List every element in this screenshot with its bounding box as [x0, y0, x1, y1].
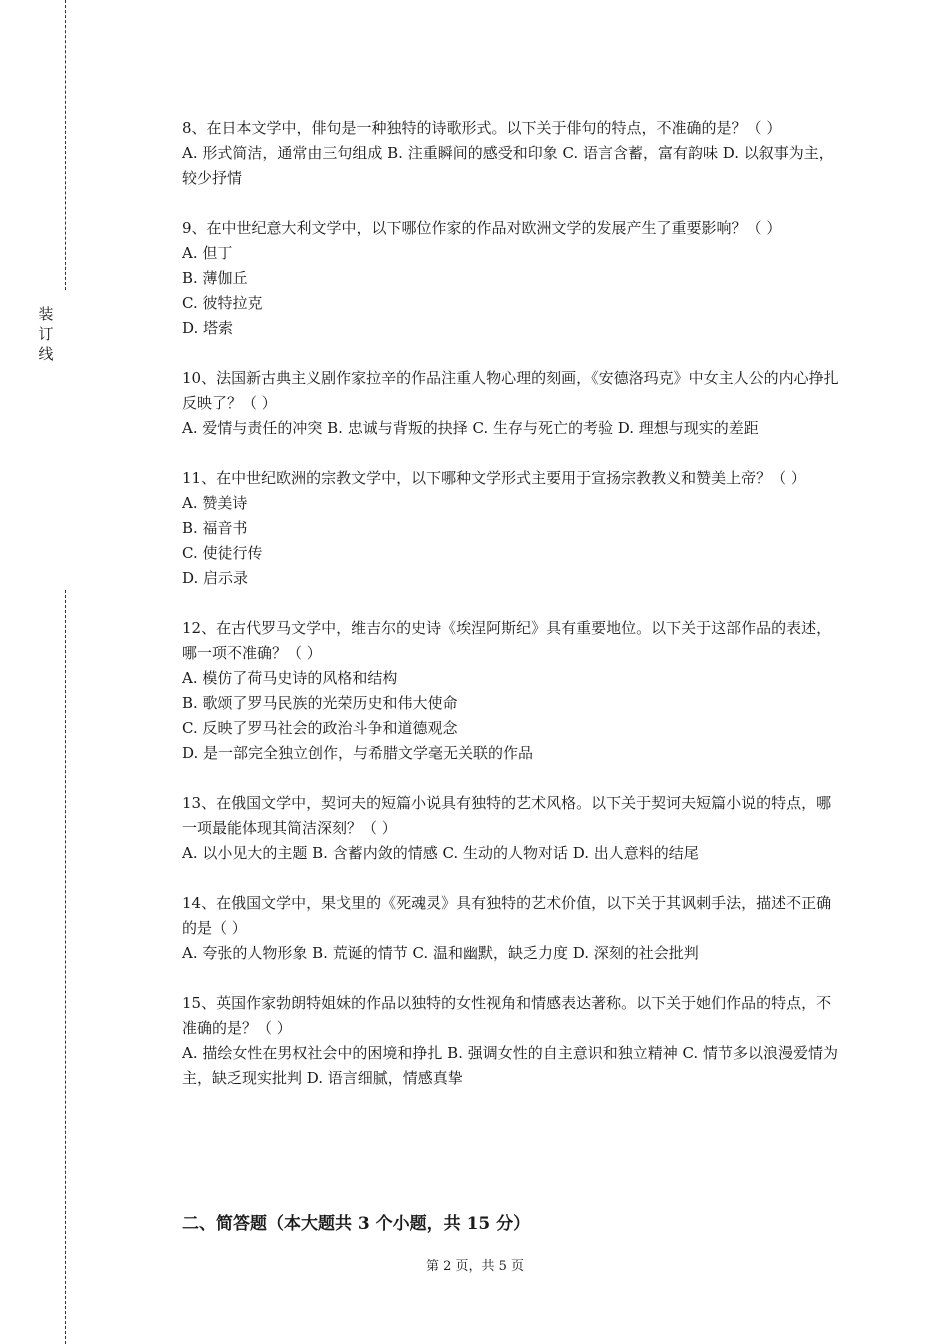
question-options: A. 夸张的人物形象 B. 荒诞的情节 C. 温和幽默，缺乏力度 D. 深刻的社会批判 — [182, 944, 699, 962]
section-heading: 二、简答题（本大题共 3 个小题，共 15 分） — [182, 1214, 531, 1234]
question-stem: 14、在俄国文学中，果戈里的《死魂灵》具有独特的艺术价值，以下关于其讽刺手法，描述不正确的是（ ） — [182, 894, 832, 937]
option-d: D. 是一部完全独立创作，与希腊文学毫无关联的作品 — [182, 744, 534, 762]
question-options: A. 以小见大的主题 B. 含蓄内敛的情感 C. 生动的人物对话 D. 出人意料的结尾 — [182, 844, 699, 862]
option-d: D. 塔索 — [182, 319, 234, 337]
question-11 — [182, 466, 842, 591]
question-10 — [182, 366, 842, 441]
question-stem: 12、在古代罗马文学中，维吉尔的史诗《埃涅阿斯纪》具有重要地位。以下关于这部作品的表述，哪一项不准确？（ ） — [182, 619, 832, 662]
question-8 — [182, 116, 842, 191]
binding-line-top — [65, 0, 66, 290]
option-b: B. 福音书 — [182, 519, 248, 537]
option-a: A. 但丁 — [182, 244, 233, 262]
question-12 — [182, 616, 842, 766]
question-stem: 9、在中世纪意大利文学中，以下哪位作家的作品对欧洲文学的发展产生了重要影响？（ ） — [182, 219, 782, 237]
question-options: A. 描绘女性在男权社会中的困境和挣扎 B. 强调女性的自主意识和独立精神 C. 情节多以浪漫爱情为主，缺乏现实批判 D. 语言细腻，情感真挚 — [182, 1044, 838, 1087]
binding-label: 装订线 — [38, 305, 54, 363]
option-d: D. 启示录 — [182, 569, 249, 587]
question-stem: 15、英国作家勃朗特姐妹的作品以独特的女性视角和情感表达著称。以下关于她们作品的特点，不准确的是？（ ） — [182, 994, 832, 1037]
question-options: A. 形式简洁，通常由三句组成 B. 注重瞬间的感受和印象 C. 语言含蓄，富有韵味 D. 以叙事为主，较少抒情 — [182, 144, 834, 187]
option-c: C. 彼特拉克 — [182, 294, 263, 312]
question-stem: 13、在俄国文学中，契诃夫的短篇小说具有独特的艺术风格。以下关于契诃夫短篇小说的特点，哪一项最能体现其简洁深刻？（ ） — [182, 794, 832, 837]
question-14 — [182, 891, 842, 966]
option-c: C. 反映了罗马社会的政治斗争和道德观念 — [182, 719, 458, 737]
option-c: C. 使徒行传 — [182, 544, 263, 562]
question-list — [182, 116, 842, 1116]
option-b: B. 薄伽丘 — [182, 269, 248, 287]
question-13 — [182, 791, 842, 866]
option-a: A. 赞美诗 — [182, 494, 248, 512]
binding-line-bottom — [65, 590, 66, 1344]
question-options: A. 爱情与责任的冲突 B. 忠诚与背叛的抉择 C. 生存与死亡的考验 D. 理想与现实的差距 — [182, 419, 759, 437]
question-9 — [182, 216, 842, 341]
option-b: B. 歌颂了罗马民族的光荣历史和伟大使命 — [182, 694, 458, 712]
option-a: A. 模仿了荷马史诗的风格和结构 — [182, 669, 398, 687]
question-15 — [182, 991, 842, 1091]
question-stem: 11、在中世纪欧洲的宗教文学中，以下哪种文学形式主要用于宣扬宗教教义和赞美上帝？（ ） — [182, 469, 806, 487]
question-stem: 8、在日本文学中，俳句是一种独特的诗歌形式。以下关于俳句的特点，不准确的是？（ ） — [182, 119, 782, 137]
question-stem: 10、法国新古典主义剧作家拉辛的作品注重人物心理的刻画，《安德洛玛克》中女主人公的内心挣扎反映了？（ ） — [182, 369, 839, 412]
page-footer: 第 2 页，共 5 页 — [425, 1259, 525, 1274]
